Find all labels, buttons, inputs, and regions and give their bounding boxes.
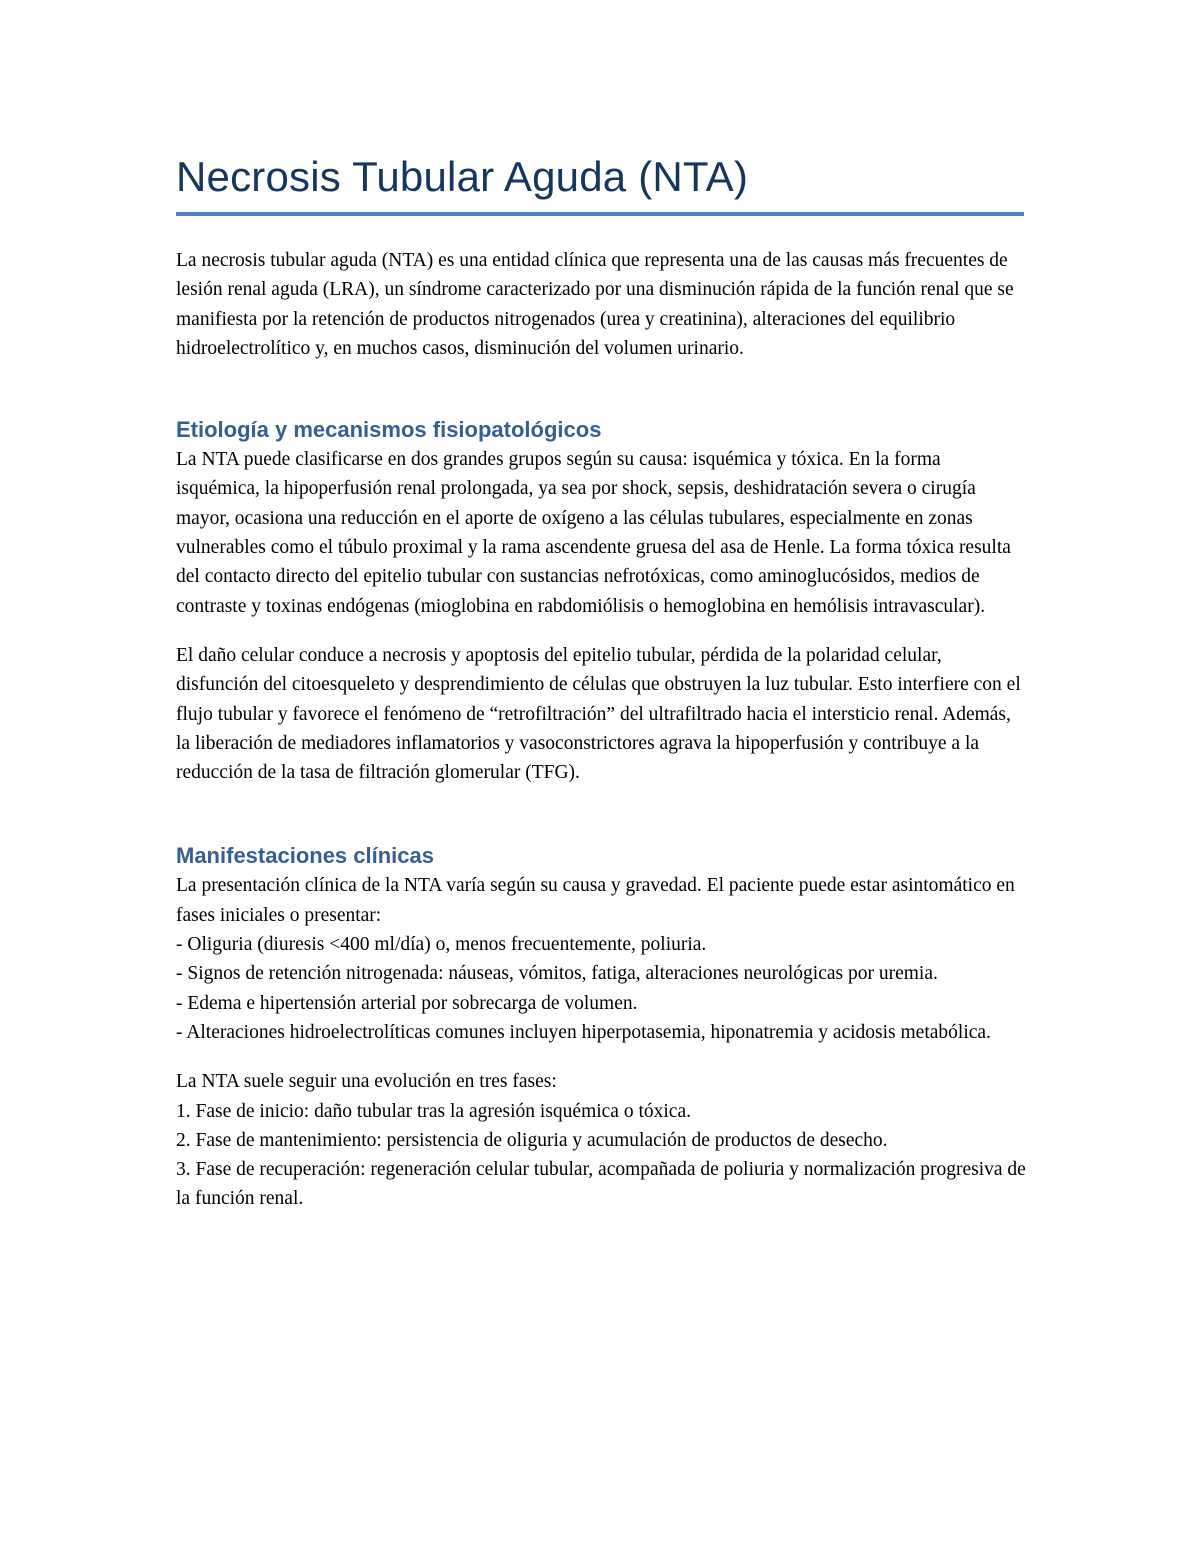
list-item: 1. Fase de inicio: daño tubular tras la agresión isquémica o tóxica. (176, 1100, 691, 1122)
document-title: Necrosis Tubular Aguda (NTA) (176, 153, 749, 200)
list-item: - Edema e hipertensión arterial por sobrecarga de volumen. (176, 992, 638, 1014)
list-item: - Signos de retención nitrogenada: náuseas, vómitos, fatiga, alteraciones neurológicas por uremia. (176, 963, 938, 985)
section-heading-etiologia: Etiología y mecanismos fisiopatológicos (176, 417, 602, 443)
list-item: - Alteraciones hidroelectrolíticas comunes incluyen hiperpotasemia, hiponatremia y acidosis metabólica. (176, 1021, 991, 1043)
document-page (176, 148, 1028, 1214)
list-item: 2. Fase de mantenimiento: persistencia de oliguria y acumulación de productos de desecho. (176, 1129, 888, 1151)
title-underline (176, 212, 1024, 216)
list-item: - Oliguria (diuresis <400 ml/día) o, menos frecuentemente, poliuria. (176, 934, 707, 956)
list-item: 3. Fase de recuperación: regeneración celular tubular, acompañada de poliuria y normalización progresiva de la función renal. (176, 1159, 1026, 1210)
section-heading-manifestaciones: Manifestaciones clínicas (176, 843, 434, 869)
intro-paragraph: La necrosis tubular aguda (NTA) es una entidad clínica que representa una de las causas más frecuentes de lesión renal aguda (LRA), un síndrome caracterizado por una disminución rápida de la función renal que se manifiesta por la retención de productos nitrogenados (urea y creatinina), alteraciones del equilibrio hidroelectrolítico y, en muchos casos, disminución del volumen urinario. (176, 250, 1014, 359)
phases-intro: La NTA suele seguir una evolución en tres fases: (176, 1071, 557, 1093)
manifestaciones-intro: La presentación clínica de la NTA varía según su causa y gravedad. El paciente puede estar asintomático en fases iniciales o presentar: (176, 875, 1015, 926)
etiologia-paragraph-1: La NTA puede clasificarse en dos grandes grupos según su causa: isquémica y tóxica. En la forma isquémica, la hipoperfusión renal prolongada, ya sea por shock, sepsis, deshidratación severa o cirugía mayor, ocasiona una reducción en el aporte de oxígeno a las células tubulares, especialmente en zonas vulnerables como el túbulo proximal y la rama ascendente gruesa del asa de Henle. La forma tóxica resulta del contacto directo del epitelio tubular con sustancias nefrotóxicas, como aminoglucósidos, medios de contraste y toxinas endógenas (mioglobina en rabdomiólisis o hemoglobina en hemólisis intravascular). (176, 449, 1011, 617)
etiologia-paragraph-2: El daño celular conduce a necrosis y apoptosis del epitelio tubular, pérdida de la polaridad celular, disfunción del citoesqueleto y desprendimiento de células que obstruyen la luz tubular. Esto interfiere con el flujo tubular y favorece el fenómeno de “retrofiltración” del ultrafiltrado hacia el intersticio renal. Además, la liberación de mediadores inflamatorios y vasoconstrictores agrava la hipoperfusión y contribuye a la reducción de la tasa de filtración glomerular (TFG). (176, 644, 1021, 784)
manifestaciones-list (176, 871, 1028, 1047)
phases-list (176, 1067, 1028, 1213)
